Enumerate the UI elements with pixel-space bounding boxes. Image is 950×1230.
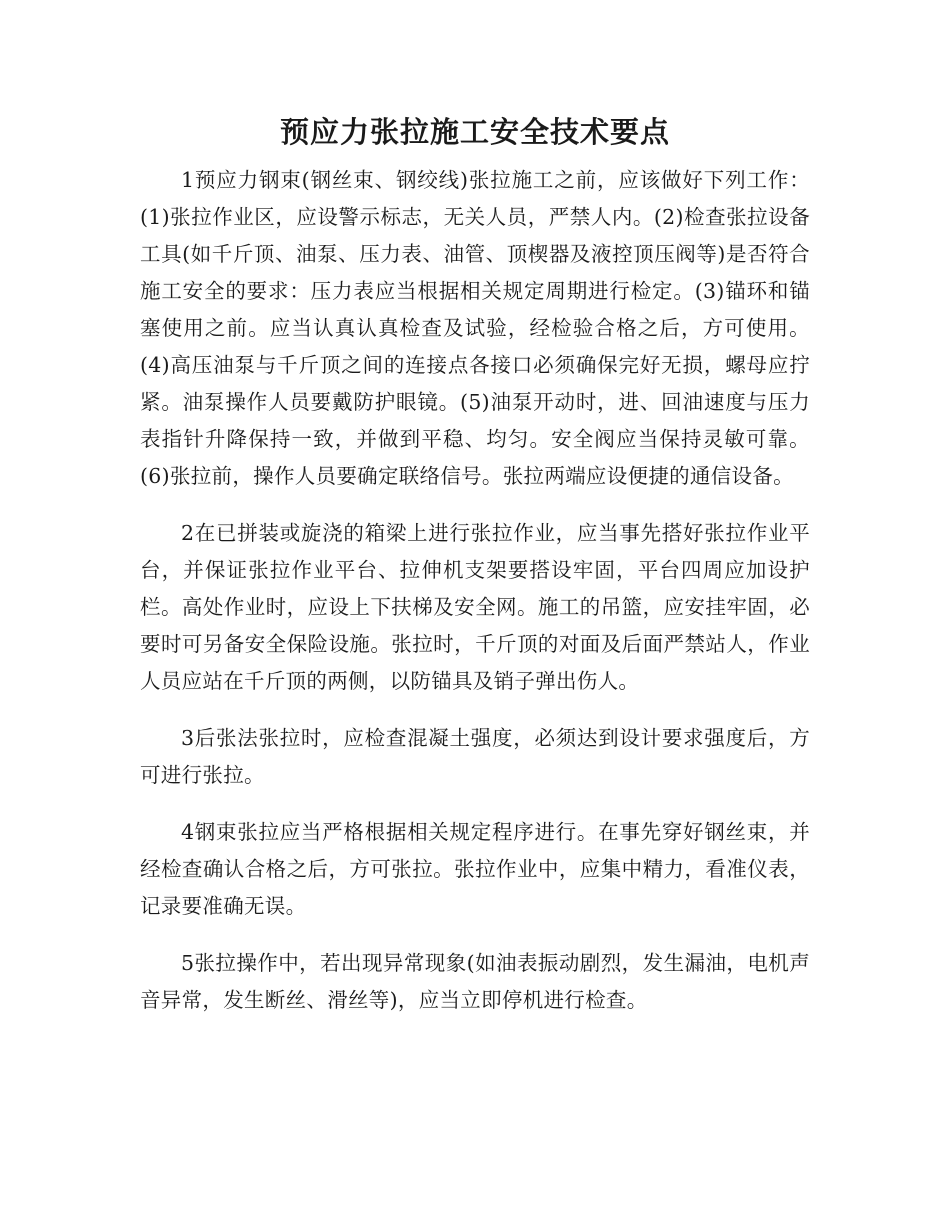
paragraph-3: 3后张法张拉时，应检查混凝土强度，必须达到设计要求强度后，方可进行张拉。 [140, 726, 810, 787]
document-title: 预应力张拉施工安全技术要点 [279, 115, 670, 149]
paragraph-5: 5张拉操作中，若出现异常现象(如油表振动剧烈，发生漏油，电机声音异常，发生断丝、滑丝等)，应当立即停机进行检查。 [140, 951, 810, 1012]
paragraph-1: 1预应力钢束(钢丝束、钢绞线)张拉施工之前，应该做好下列工作：(1)张拉作业区，应设警示标志，无关人员，严禁人内。(2)检查张拉设备工具(如千斤顶、油泵、压力表、油管、顶楔器及液控顶压阀等)是否符合施工安全的要求：压力表应当根据相关规定周期进行检定。(3)锚环和锚塞使用之前。应当认真认真检查及试验，经检验合格之后，方可使用。(4)高压油泵与千斤顶之间的连接点各接口必须确保完好无损，螺母应拧紧。油泵操作人员要戴防护眼镜。(5)油泵开动时，进、回油速度与压力表指针升降保持一致，并做到平稳、均匀。安全阀应当保持灵敏可靠。(6)张拉前，操作人员要确定联络信号。张拉两端应设便捷的通信设备。 [140, 168, 810, 488]
paragraph-4: 4钢束张拉应当严格根据相关规定程序进行。在事先穿好钢丝束，并经检查确认合格之后，方可张拉。张拉作业中，应集中精力，看准仪表，记录要准确无误。 [140, 820, 810, 918]
document-page [140, 112, 810, 1039]
paragraph-2: 2在已拼装或旋浇的箱梁上进行张拉作业，应当事先搭好张拉作业平台，并保证张拉作业平台、拉伸机支架要搭设牢固，平台四周应加设护栏。高处作业时，应设上下扶梯及安全网。施工的吊篮，应安挂牢固，必要时可另备安全保险设施。张拉时，千斤顶的对面及后面严禁站人，作业人员应站在千斤顶的两侧，以防锚具及销子弹出伤人。 [140, 521, 810, 693]
